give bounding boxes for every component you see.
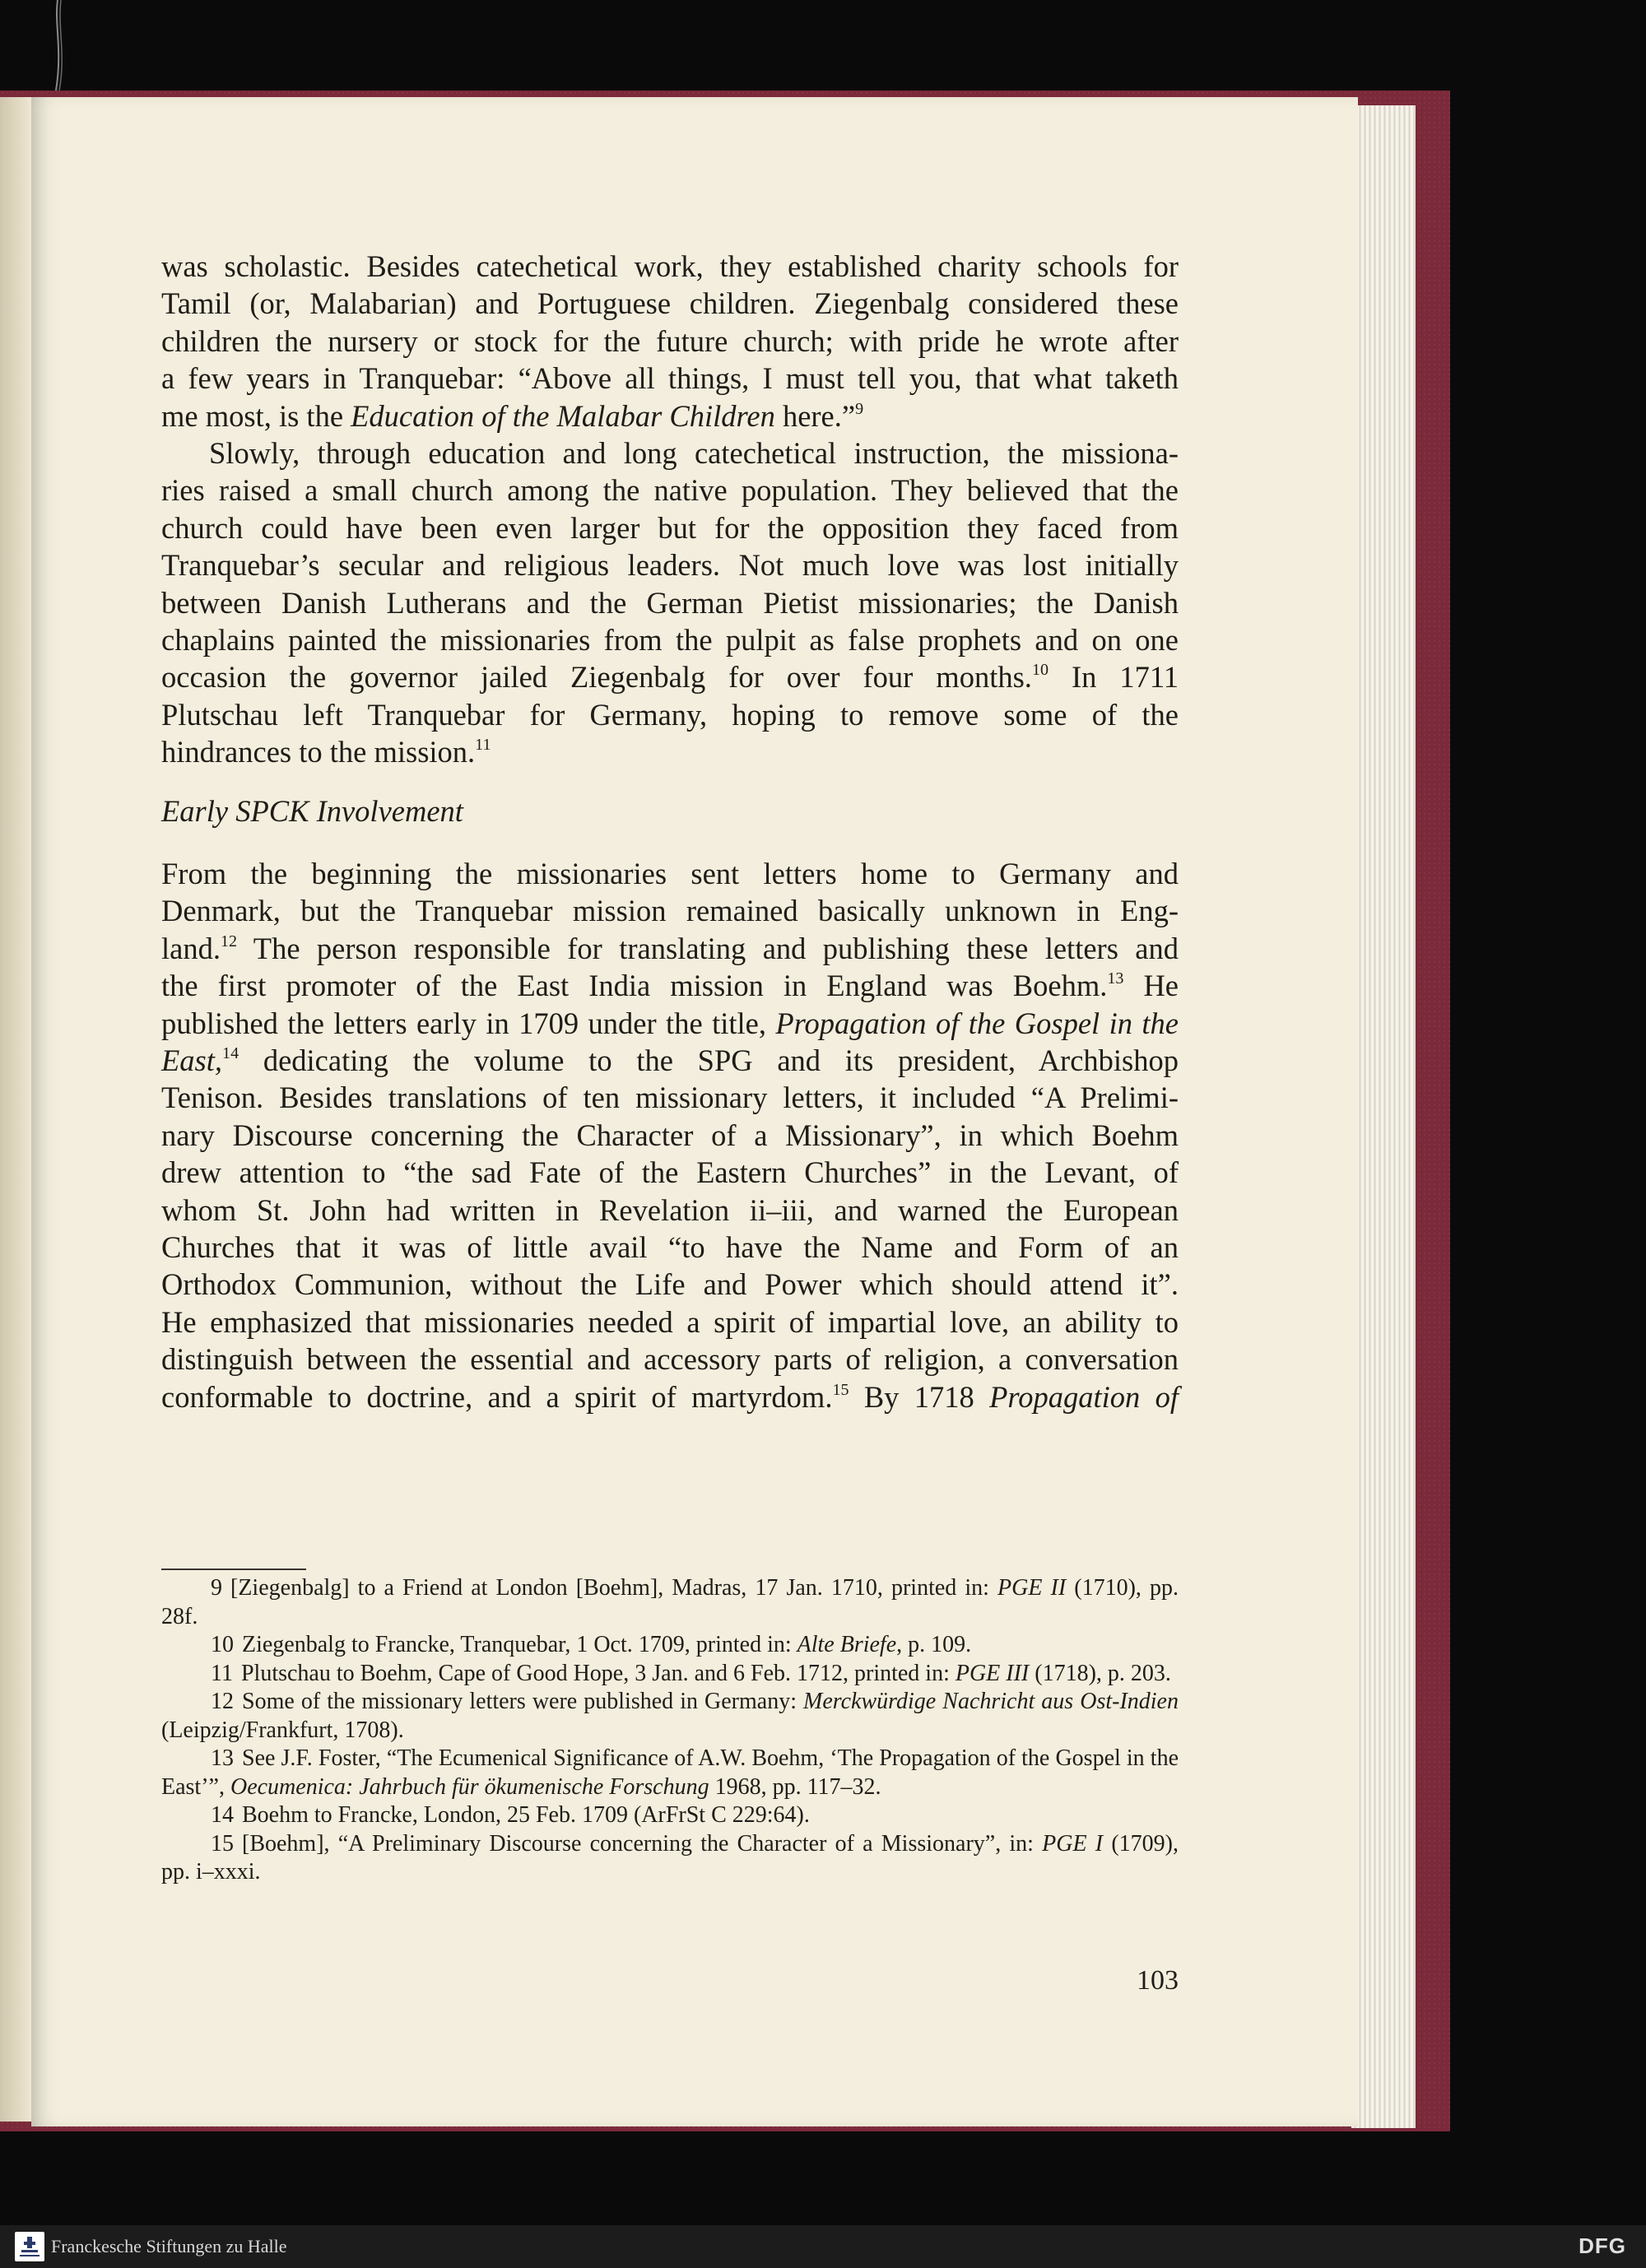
text-line: Denmark, but the Tranquebar mission remained basically unknown in Eng- [161, 894, 1179, 928]
text-line: Plutschau left Tranquebar for Germany, hoping to remove some of the [161, 697, 1179, 732]
text-line: hindrances to the mission.$^{11}$ [161, 735, 491, 769]
footnote-9: 9 [Ziegenbalg] to a Friend at London [Boehm], Madras, 17 Jan. 1710, printed in: PGE II (1710), pp. 28f. [161, 1575, 1179, 1629]
text-line: ries raised a small church among the native population. They believed that the [161, 473, 1179, 508]
text-line: between Danish Lutherans and the German Pietist missionaries; the Danish [161, 585, 1179, 620]
footnote-14: 14 Boehm to Francke, London, 25 Feb. 1709 (ArFrSt C 229:64). [211, 1802, 810, 1828]
text-line: land.$^{12}$ The person responsible for translating and publishing these letters and [161, 931, 1179, 965]
footnote-ref: 9 [855, 399, 864, 418]
text-line: Orthodox Communion, without the Life and Power which should attend it”. [161, 1267, 1179, 1302]
footnote-ref: 12 [220, 932, 238, 950]
text-line: Churches that it was of little avail “to have the Name and Form of an [161, 1230, 1179, 1265]
text-line: drew attention to “the sad Fate of the Eastern Churches” in the Levant, of [161, 1155, 1179, 1190]
footnote-ref: 11 [475, 736, 491, 755]
text-line: published the letters early in 1709 under the title, Propagation of the Gospel in the [161, 1006, 1179, 1040]
page-edges [1351, 105, 1416, 2128]
body-paragraph-1 [161, 248, 1179, 435]
text-line: the first promoter of the East India mission in England was Boehm.$^{13}$ He [161, 969, 1179, 1003]
text-line: Tenison. Besides translations of ten missionary letters, it included “A Prelimi- [161, 1081, 1179, 1115]
book-page [31, 97, 1358, 2126]
funder-logo: DFG [1579, 2233, 1626, 2258]
body-paragraph-3 [161, 855, 1179, 1415]
footer-bar [0, 2225, 1646, 2268]
text-line: whom St. John had written in Revelation ii–iii, and warned the European [161, 1192, 1179, 1227]
footnote-ref: 15 [832, 1380, 849, 1399]
footnote-ref: 13 [1107, 969, 1124, 988]
text-line: Tranquebar’s secular and religious leaders. Not much love was lost initially [161, 548, 1179, 583]
footnote-12: 12 Some of the missionary letters were published in Germany: Merckwürdige Nachricht aus Ost-Indien (Leipzig/Frankfurt, 1708). [161, 1689, 1179, 1743]
text-line: was scholastic. Besides catechetical work, they established charity schools for [161, 249, 1179, 283]
text-line: East,$^{14}$ dedicating the volume to the SPG and its president, Archbishop [161, 1043, 1179, 1078]
section-heading: Early SPCK Involvement [161, 794, 463, 828]
text-line: a few years in Tranquebar: “Above all things, I must tell you, that what taketh [161, 361, 1179, 396]
footnote-10: 10 Ziegenbalg to Francke, Tranquebar, 1 Oct. 1709, printed in: Alte Briefe, p. 109. [211, 1632, 972, 1657]
footnote-ref: 14 [222, 1043, 239, 1062]
text-line: Slowly, through education and long catechetical instruction, the missiona- [209, 436, 1179, 470]
left-page-edge [0, 97, 33, 2122]
text-line: nary Discourse concerning the Character of a Missionary”, in which Boehm [161, 1118, 1179, 1152]
thread-decoration [33, 0, 82, 91]
text-line: chaplains painted the missionaries from the pulpit as false prophets and on one [161, 623, 1179, 658]
footnote-ref: 10 [1031, 661, 1049, 680]
footnote-11: 11 Plutschau to Boehm, Cape of Good Hope, 3 Jan. and 6 Feb. 1712, printed in: PGE III (1718), p. 203. [211, 1660, 1171, 1686]
footnote-rule [161, 1569, 306, 1570]
text-line: He emphasized that missionaries needed a spirit of impartial love, an ability to [161, 1304, 1179, 1339]
page-number: 103 [1137, 1965, 1179, 1996]
text-line: From the beginning the missionaries sent letters home to Germany and [161, 857, 1179, 890]
text-line: children the nursery or stock for the future church; with pride he wrote after [161, 323, 1179, 358]
text-line: occasion the governor jailed Ziegenbalg for over four months.$^{10}$ In 1711 [161, 660, 1179, 695]
text-line: conformable to doctrine, and a spirit of martyrdom.$^{15}$ By 1718 Propagation of [161, 1379, 1179, 1414]
footnotes [161, 1574, 1179, 1887]
text-line: church could have been even larger but for the opposition they faced from [161, 510, 1179, 545]
institution-name: Franckesche Stiftungen zu Halle [51, 2236, 287, 2256]
text-line: distinguish between the essential and accessory parts of religion, a conversation [161, 1342, 1179, 1377]
footnote-15: 15 [Boehm], “A Preliminary Discourse concerning the Character of a Missionary”, in: PGE I (1709), pp. i–xxxi. [161, 1830, 1179, 1885]
text-line: Tamil (or, Malabarian) and Portuguese children. Ziegenbalg considered these [161, 286, 1179, 321]
footnote-13: 13 See J.F. Foster, “The Ecumenical Significance of A.W. Boehm, ‘The Propagation of the Gospel in the East’”, Oecumenica: Jahrbuch für ökumenische Forschung 1968, pp. 117–32. [161, 1745, 1179, 1800]
body-paragraph-2 [161, 435, 1179, 771]
text-line: me most, is the Education of the Malabar Children here.”$^9$ [161, 398, 864, 433]
institution-logo-icon [15, 2232, 44, 2261]
